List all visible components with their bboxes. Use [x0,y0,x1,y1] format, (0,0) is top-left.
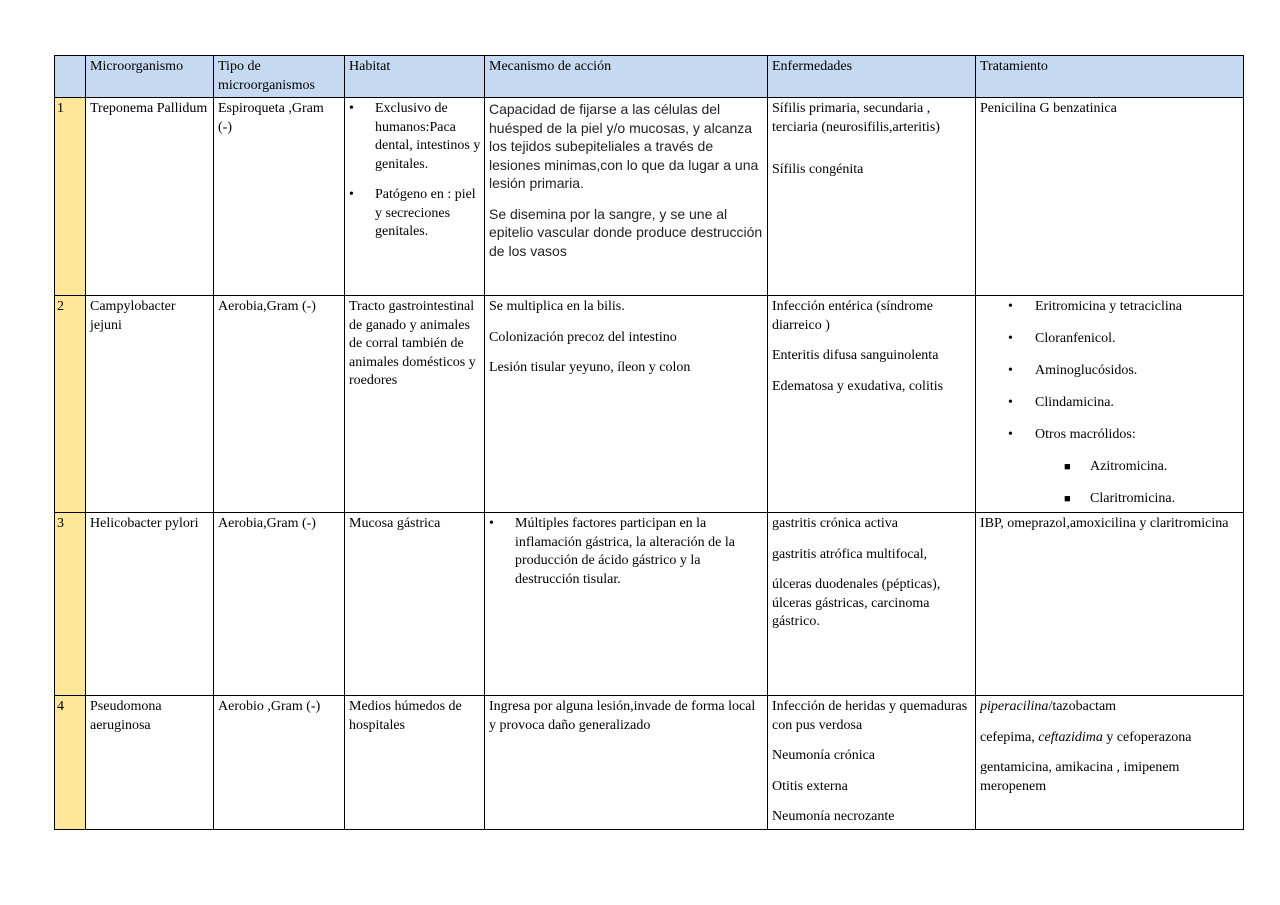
habitat-item: • Patógeno en : piel y secreciones genitales. [349,186,481,242]
organism-cell: Helicobacter pylori [86,513,214,696]
row-number: 2 [55,296,86,513]
habitat-cell: Tracto gastrointestinal de ganado y animales de corral también de animales domésticos y roedores [345,296,485,513]
mechanism-cell [485,513,768,696]
treatment-drug: /tazobactam [1048,699,1117,714]
disease-item: Otitis externa [772,778,848,794]
disease-item: úlceras duodenales (pépticas), úlceras gástricas, carcinoma gástrico. [772,577,941,629]
header-num-cell [55,56,86,98]
header-habitat: Habitat [345,56,485,98]
table-row [55,98,1244,296]
treatment-drug-italic: ceftazidima [1038,729,1103,745]
habitat-cell [345,98,485,296]
mechanism-paragraph: Colonización precoz del intestino [489,329,677,345]
habitat-item: • Exclusivo de humanos:Paca dental, intestinos y genitales. [349,100,481,174]
treatment-drug-italic: piperacilina [980,699,1049,714]
disease-item: gastritis crónica activa [772,516,898,531]
habitat-cell: Medios húmedos de hospitales [345,696,485,830]
mechanism-paragraph: Lesión tisular yeyuno, íleon y colon [489,360,691,375]
type-cell: Espiroqueta ,Gram (-) [214,98,345,296]
treatment-item: • Clindamicina. [980,394,1240,413]
type-cell: Aerobio ,Gram (-) [214,696,345,830]
table-row [55,296,1244,513]
disease-item: gastritis atrófica multifocal, [772,546,928,562]
treatment-cell: IBP, omeprazol,amoxicilina y claritromicina [976,513,1244,696]
organism-cell: Campylobacter jejuni [86,296,214,513]
disease-item: Infección de heridas y quemaduras con pus verdosa [772,699,968,733]
treatment-item: • Otros macrólidos: [980,426,1240,445]
diseases-cell [768,513,976,696]
treatment-subitem: ■ Azitromicina. [980,458,1240,477]
treatment-drug: cefepima, [980,729,1039,745]
treatment-cell: Penicilina G benzatinica [976,98,1244,296]
disease-item: Edematosa y exudativa, colitis [772,378,944,394]
diseases-cell [768,98,976,296]
organism-cell: Pseudomona aeruginosa [86,696,214,830]
disease-item: Sífilis congénita [772,162,864,177]
row-number: 3 [55,513,86,696]
row-number: 4 [55,696,86,830]
header-enfermedades: Enfermedades [768,56,976,98]
treatment-line [980,729,1240,748]
treatment-drug: y cefoperazona [1102,729,1192,745]
mechanism-paragraph: Se disemina por la sangre, y se une al epitelio vascular donde produce destrucción de los vasos [489,205,763,259]
mechanism-cell: Ingresa por alguna lesión,invade de forma local y provoca daño generalizado [485,696,768,830]
disease-item: Enteritis difusa sanguinolenta [772,348,939,363]
table-row [55,696,1244,830]
header-tipo: Tipo de microorganismos [214,56,345,98]
mechanism-paragraph: Se multiplica en la bilis. [489,299,625,314]
treatment-cell [976,696,1244,830]
treatment-item: • Cloranfenicol. [980,330,1240,349]
diseases-cell [768,296,976,513]
header-row [55,56,1244,98]
disease-item: Infección entérica (síndrome diarreico ) [772,299,933,333]
table-row [55,513,1244,696]
row-number: 1 [55,98,86,296]
treatment-subitem: ■ Claritromicina. [980,490,1240,509]
microorganism-table [54,55,1244,830]
mechanism-paragraph: Capacidad de fijarse a las células del huésped de la piel y/o mucosas, y alcanza los tejidos subepiteliales a través de lesiones minimas,con lo que da lugar a una lesión primaria. [489,101,759,191]
disease-item: Sífilis primaria, secundaria , terciaria (neurosifilis,arteritis) [772,101,940,135]
treatment-item: • Aminoglucósidos. [980,362,1240,381]
mechanism-cell [485,296,768,513]
disease-item: Neumonía necrozante [772,809,895,824]
treatment-line: gentamicina, amikacina , imipenem meropenem [980,760,1180,794]
mechanism-cell [485,98,768,296]
treatment-line [980,698,1240,717]
habitat-cell: Mucosa gástrica [345,513,485,696]
header-microorganismo: Microorganismo [86,56,214,98]
treatment-item: • Eritromicina y tetraciclina [980,298,1240,317]
type-cell: Aerobia,Gram (-) [214,296,345,513]
header-mecanismo: Mecanismo de acción [485,56,768,98]
mechanism-item: • Múltiples factores participan en la inflamación gástrica, la alteración de la producción de ácido gástrico y la destrucción tisular. [489,515,764,589]
treatment-cell [976,296,1244,513]
disease-item: Neumonía crónica [772,748,876,763]
type-cell: Aerobia,Gram (-) [214,513,345,696]
diseases-cell [768,696,976,830]
header-tratamiento: Tratamiento [976,56,1244,98]
organism-cell: Treponema Pallidum [86,98,214,296]
